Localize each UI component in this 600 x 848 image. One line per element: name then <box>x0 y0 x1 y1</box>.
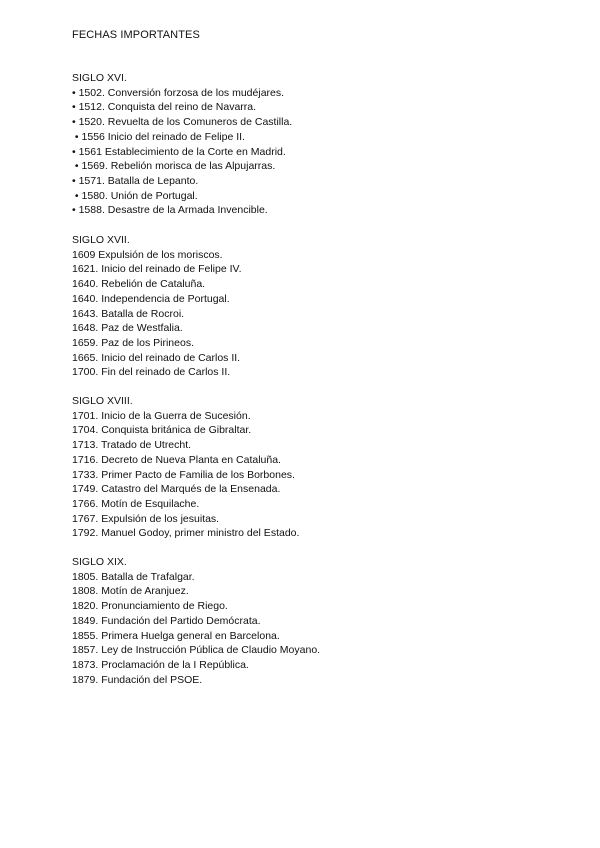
page-title: FECHAS IMPORTANTES <box>72 29 200 41</box>
date-entry: 1659. Paz de los Pirineos. <box>72 336 194 349</box>
section-siglo-xvii <box>72 233 241 380</box>
date-entry: 1749. Catastro del Marqués de la Ensenada. <box>72 483 281 496</box>
date-entry: • 1580. Unión de Portugal. <box>72 189 198 202</box>
section-siglo-xix <box>72 555 320 687</box>
date-entry: 1648. Paz de Westfalia. <box>72 322 183 335</box>
date-entry: 1609 Expulsión de los moriscos. <box>72 248 223 261</box>
date-entry: 1857. Ley de Instrucción Pública de Claudio Moyano. <box>72 644 321 657</box>
date-entry: 1855. Primera Huelga general en Barcelona. <box>72 629 280 642</box>
date-entry: 1805. Batalla de Trafalgar. <box>72 570 195 583</box>
date-entry: • 1561 Establecimiento de la Corte en Madrid. <box>72 145 286 158</box>
section-heading: SIGLO XVI. <box>72 72 127 84</box>
date-entry: • 1502. Conversión forzosa de los mudéjares. <box>72 86 285 99</box>
date-entry: 1640. Rebelión de Cataluña. <box>72 278 206 291</box>
date-entry: • 1520. Revuelta de los Comuneros de Castilla. <box>72 116 293 129</box>
date-entry: 1640. Independencia de Portugal. <box>72 292 230 305</box>
date-entry: • 1569. Rebelión morisca de las Alpujarras. <box>72 160 276 173</box>
date-entry: • 1588. Desastre de la Armada Invencible. <box>72 204 268 217</box>
section-siglo-xvi <box>72 71 292 218</box>
date-entry: • 1571. Batalla de Lepanto. <box>72 174 199 187</box>
date-entry: 1700. Fin del reinado de Carlos II. <box>72 366 231 379</box>
date-entry: 1716. Decreto de Nueva Planta en Cataluña. <box>72 453 281 466</box>
date-entry: 1665. Inicio del reinado de Carlos II. <box>72 351 241 364</box>
date-entry: 1808. Motín de Aranjuez. <box>72 585 189 598</box>
date-entry: 1621. Inicio del reinado de Felipe IV. <box>72 263 242 276</box>
date-entry: 1643. Batalla de Rocroi. <box>72 307 185 320</box>
date-entry: 1766. Motín de Esquilache. <box>72 497 200 510</box>
section-siglo-xviii <box>72 394 299 541</box>
date-entry: 1873. Proclamación de la I República. <box>72 658 249 671</box>
date-entry: 1704. Conquista británica de Gibraltar. <box>72 424 252 437</box>
date-entry: 1713. Tratado de Utrecht. <box>72 439 192 452</box>
date-entry: 1701. Inicio de la Guerra de Sucesión. <box>72 409 251 422</box>
date-entry: 1792. Manuel Godoy, primer ministro del Estado. <box>72 527 300 540</box>
date-entry: • 1556 Inicio del reinado de Felipe II. <box>72 130 245 143</box>
date-entry: 1849. Fundación del Partido Demócrata. <box>72 614 261 627</box>
date-entry: • 1512. Conquista del reino de Navarra. <box>72 101 257 114</box>
date-entry: 1767. Expulsión de los jesuitas. <box>72 512 220 525</box>
date-entry: 1733. Primer Pacto de Familia de los Borbones. <box>72 468 295 481</box>
date-entry: 1820. Pronunciamiento de Riego. <box>72 600 228 613</box>
section-heading: SIGLO XIX. <box>72 556 127 568</box>
section-heading: SIGLO XVIII. <box>72 395 133 407</box>
date-entry: 1879. Fundación del PSOE. <box>72 673 203 686</box>
section-heading: SIGLO XVII. <box>72 234 130 246</box>
